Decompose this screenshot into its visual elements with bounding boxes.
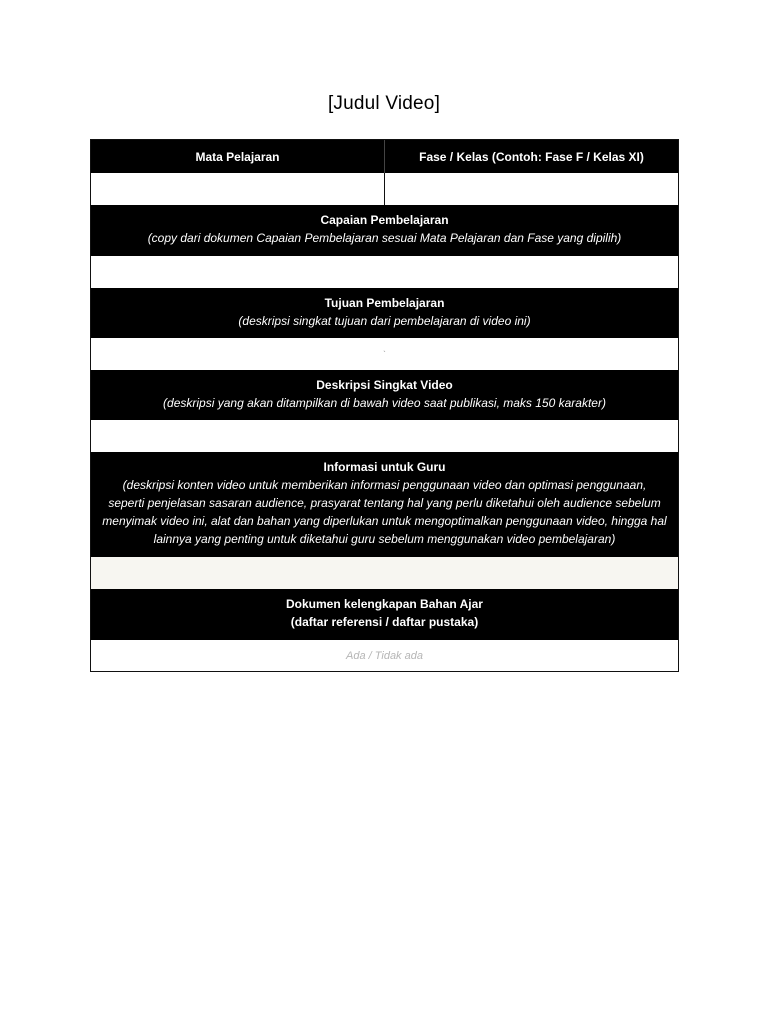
short-description-header <box>91 370 678 420</box>
supporting-docs-subtitle: (daftar referensi / daftar pustaka) <box>290 615 479 629</box>
teacher-info-header <box>91 452 678 557</box>
supporting-docs-input-cell[interactable] <box>91 640 678 671</box>
teacher-info-title: Informasi untuk Guru <box>323 460 446 474</box>
learning-outcomes-input-cell[interactable] <box>91 256 678 288</box>
subject-phase-input-row <box>91 173 678 205</box>
learning-objectives-subtitle: (deskripsi singkat tujuan dari pembelajaran di video ini) <box>238 314 531 328</box>
teacher-info-line: menyimak video ini, alat dan bahan yang diperlukan untuk mengoptimalkan penggunaan video, hingga hal <box>102 514 667 528</box>
subject-header: Mata Pelajaran <box>91 140 385 173</box>
phase-input-cell[interactable] <box>385 173 678 205</box>
video-form-table <box>90 139 679 672</box>
short-description-subtitle: (deskripsi yang akan ditampilkan di bawah video saat publikasi, maks 150 karakter) <box>163 396 606 410</box>
short-description-input-cell[interactable] <box>91 420 678 452</box>
learning-objectives-header <box>91 288 678 338</box>
learning-outcomes-header <box>91 205 678 256</box>
supporting-docs-header <box>91 589 678 640</box>
phase-header: Fase / Kelas (Contoh: Fase F / Kelas XI) <box>419 149 644 164</box>
document-title: [Judul Video] <box>327 93 441 114</box>
teacher-info-line: (deskripsi konten video untuk memberikan informasi penggunaan video dan optimasi penggunaan, <box>122 478 647 492</box>
learning-objectives-input-cell[interactable] <box>91 338 678 370</box>
teacher-info-line: lainnya yang penting untuk diketahui guru sebelum menggunakan video pembelajaran) <box>153 532 616 546</box>
short-description-title: Deskripsi Singkat Video <box>316 378 453 392</box>
header-row-subject-phase <box>91 140 678 173</box>
learning-objectives-value: ` <box>383 349 386 359</box>
learning-objectives-title: Tujuan Pembelajaran <box>324 296 445 310</box>
learning-outcomes-title: Capaian Pembelajaran <box>320 213 449 227</box>
subject-input-cell[interactable] <box>91 173 385 205</box>
learning-outcomes-subtitle: (copy dari dokumen Capaian Pembelajaran sesuai Mata Pelajaran dan Fase yang dipilih) <box>147 231 622 245</box>
teacher-info-line: seperti penjelasan sasaran audience, prasyarat tentang hal yang perlu diketahui oleh audience sebelum <box>108 496 661 510</box>
teacher-info-input-cell[interactable] <box>91 557 678 589</box>
supporting-docs-title: Dokumen kelengkapan Bahan Ajar <box>286 597 483 611</box>
supporting-docs-placeholder: Ada / Tidak ada <box>346 649 423 662</box>
